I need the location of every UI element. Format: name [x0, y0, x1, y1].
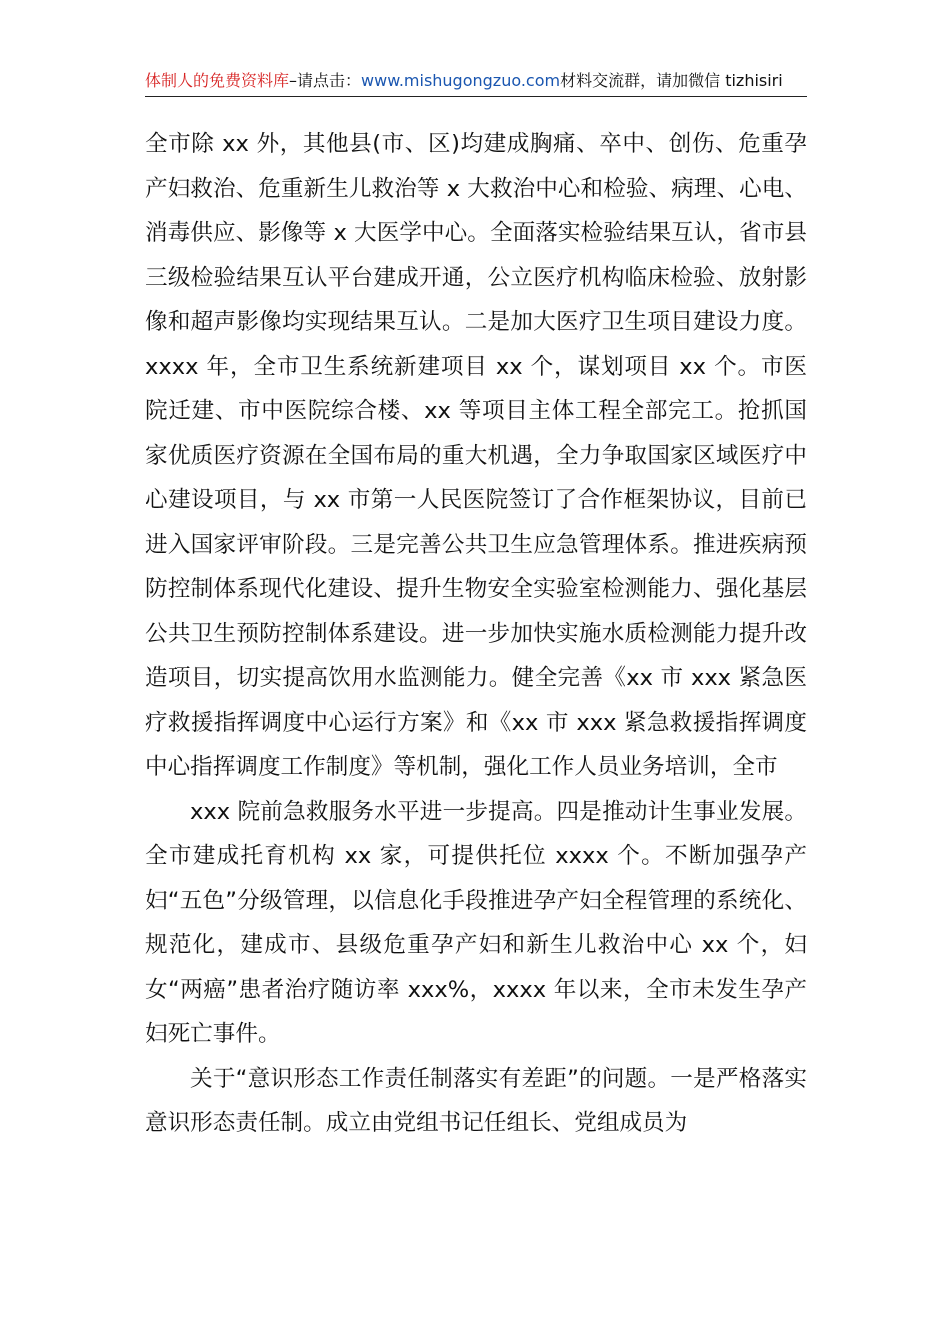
header-contact: 材料交流群，请加微信 tizhisiri — [560, 71, 783, 90]
paragraph: 全市除 xx 外，其他县(市、区)均建成胸痛、卒中、创伤、危重孕产妇救治、危重新生儿救治等 x 大救治中心和检验、病理、心电、消毒供应、影像等 x 大医学中心。全面落实检验结果互认，省市县三级检验结果互认平台建成开通，公立医疗机构临床检验、放射影像和超声影像均实现结果互认。二是加大医疗卫生项目建设力度。xxxx 年，全市卫生系统新建项目 xx 个，谋划项目 xx 个。市医院迁建、市中医院综合楼、xx 等项目主体工程全部完工。抢抓国家优质医疗资源在全国布局的重大机遇，全力争取国家区域医疗中心建设项目，与 xx 市第一人民医院签订了合作框架协议，目前已进入国家评审阶段。三是完善公共卫生应急管理体系。推进疾病预防控制体系现代化建设、提升生物安全实验室检测能力、强化基层公共卫生预防控制体系建设。进一步加快实施水质检测能力提升改造项目，切实提高饮用水监测能力。健全完善《xx 市 xxx 紧急医疗救援指挥调度中心运行方案》和《xx 市 xxx 紧急救援指挥调度中心指挥调度工作制度》等机制，强化工作人员业务培训，全市 — [145, 131, 807, 780]
header-link[interactable]: www.mishugongzuo.com — [361, 71, 561, 90]
header-prompt: –请点击： — [289, 71, 362, 90]
header-library-name: 体制人的免费资料库 — [145, 71, 290, 90]
page-header — [145, 68, 807, 97]
document-body — [145, 122, 807, 1146]
paragraph: xxx 院前急救服务水平进一步提高。四是推动计生事业发展。全市建成托育机构 xx 家，可提供托位 xxxx 个。不断加强孕产妇“五色”分级管理，以信息化手段推进孕产妇全程管理的系统化、规范化，建成市、县级危重孕产妇和新生儿救治中心 xx 个，妇女“两癌”患者治疗随访率 xxx%，xxxx 年以来，全市未发生孕产妇死亡事件。 — [145, 798, 807, 1047]
paragraph: 关于“意识形态工作责任制落实有差距”的问题。一是严格落实意识形态责任制。成立由党组书记任组长、党组成员为 — [145, 1065, 807, 1136]
